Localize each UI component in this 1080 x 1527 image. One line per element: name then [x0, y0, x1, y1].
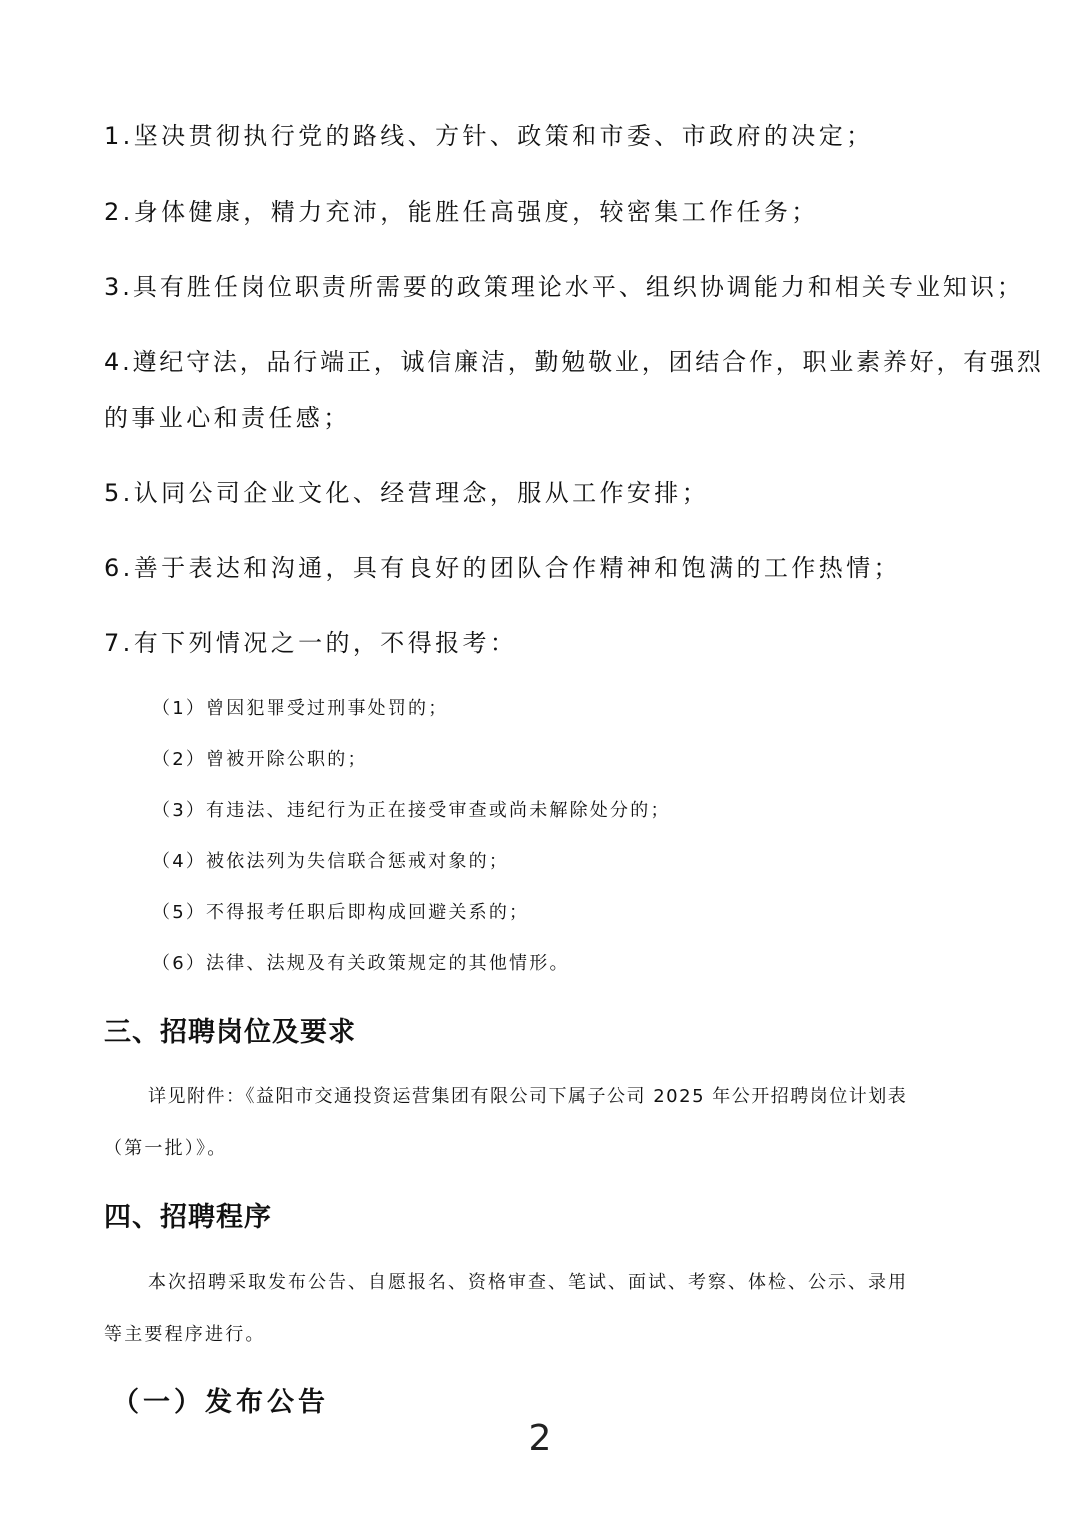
section-3-heading: 三、招聘岗位及要求	[104, 1017, 356, 1048]
section-4-subheading: （一）发布公告	[112, 1387, 329, 1418]
exclusion-2: （2）曾被开除公职的；	[152, 749, 368, 770]
requirement-4-line2: 的事业心和责任感；	[104, 404, 351, 432]
requirement-1: 1.坚决贯彻执行党的路线、方针、政策和市委、市政府的决定；	[104, 122, 874, 150]
requirement-6: 6.善于表达和沟通，具有良好的团队合作精神和饱满的工作热情；	[104, 554, 901, 582]
requirement-5: 5.认同公司企业文化、经营理念，服从工作安排；	[104, 479, 710, 507]
section-3-text-line1: 详见附件：《益阳市交通投资运营集团有限公司下属子公司 2025 年公开招聘岗位计划表	[148, 1086, 908, 1107]
page-number: 2	[528, 1418, 552, 1459]
exclusion-1: （1）曾因犯罪受过刑事处罚的；	[152, 698, 449, 719]
exclusion-5: （5）不得报考任职后即构成回避关系的；	[152, 902, 530, 923]
exclusion-4: （4）被依法列为失信联合惩戒对象的；	[152, 851, 510, 872]
exclusion-3: （3）有违法、违纪行为正在接受审查或尚未解除处分的；	[152, 800, 671, 821]
requirement-7: 7.有下列情况之一的，不得报考：	[104, 629, 518, 657]
section-3-text-line2: （第一批）》。	[104, 1138, 228, 1159]
requirement-4-line1: 4.遵纪守法，品行端正，诚信廉洁，勤勉敬业，团结合作，职业素养好，有强烈	[104, 348, 1044, 376]
section-4-heading: 四、招聘程序	[104, 1202, 272, 1233]
requirement-3: 3.具有胜任岗位职责所需要的政策理论水平、组织协调能力和相关专业知识；	[104, 273, 1024, 301]
requirement-2: 2.身体健康，精力充沛，能胜任高强度，较密集工作任务；	[104, 198, 819, 226]
section-4-text-line2: 等主要程序进行。	[104, 1324, 266, 1345]
section-4-text-line1: 本次招聘采取发布公告、自愿报名、资格审查、笔试、面试、考察、体检、公示、录用	[148, 1272, 908, 1293]
exclusion-6: （6）法律、法规及有关政策规定的其他情形。	[152, 953, 570, 974]
